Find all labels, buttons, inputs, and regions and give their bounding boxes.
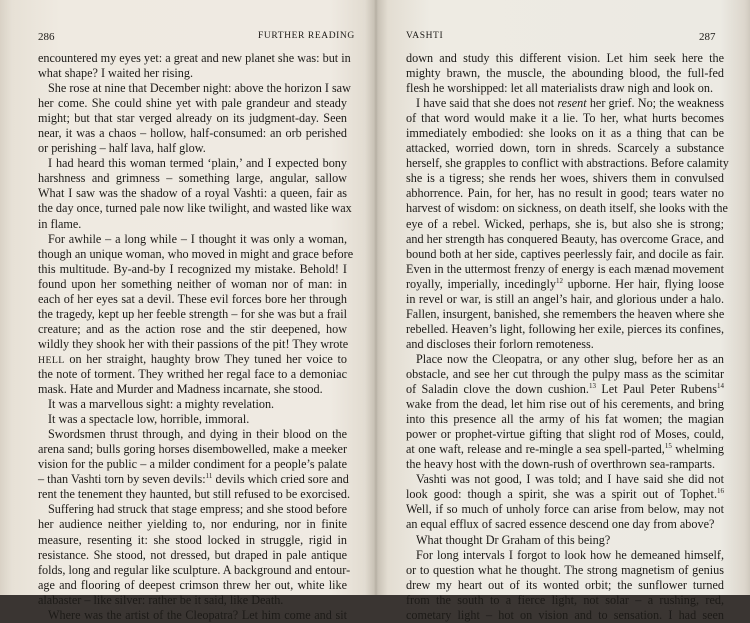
text-line bbox=[38, 292, 347, 307]
line-text: this multitude. By-and-by I recognized my mistake. Behold! I bbox=[38, 261, 347, 276]
line-text: the note of torment. They writhed her regal face to a demoniac bbox=[38, 366, 347, 381]
page-number-right: 287 bbox=[699, 31, 716, 43]
line-text: the heavy host with the down-rush of overthrown sea-ramparts. bbox=[406, 457, 716, 472]
line-text: measure, resenting it: she stood locked in struggle, rigid in bbox=[38, 532, 347, 547]
text-line bbox=[406, 502, 724, 517]
text-line bbox=[38, 232, 347, 247]
text-line bbox=[406, 171, 724, 186]
page-number-left: 286 bbox=[38, 31, 55, 43]
text-line bbox=[38, 608, 347, 623]
text-line bbox=[38, 337, 347, 352]
text-line bbox=[406, 457, 724, 472]
text-line bbox=[38, 111, 347, 126]
line-text: mighty brawn, the muscle, the abounding blood, the full-fed bbox=[406, 66, 724, 81]
line-text: down and study this different vision. Let him seek here the bbox=[406, 51, 724, 65]
line-text: drew my heart out of its wonted orbit; the sunflower turned bbox=[406, 577, 724, 592]
line-text: devils which cried sore and bbox=[212, 472, 349, 487]
text-line bbox=[406, 66, 724, 81]
line-text: vision for the public – a milder condiment for a people’s palate bbox=[38, 457, 347, 472]
line-text: bound both at her side, captives peerlessly fair, and docile as fair. bbox=[406, 246, 724, 261]
line-text: It was a spectacle low, horrible, immoral. bbox=[48, 412, 250, 427]
line-text: or to question what he thought. The strong magnetism of genius bbox=[406, 562, 724, 577]
text-line bbox=[406, 337, 724, 352]
text-line bbox=[38, 66, 347, 81]
line-text: Vashti was not good, I was told; and I have said she did not bbox=[416, 472, 724, 487]
right-page bbox=[377, 0, 750, 622]
running-head-right: VASHTI bbox=[406, 31, 444, 41]
footnote-marker: 12 bbox=[555, 276, 563, 285]
text-line bbox=[406, 201, 728, 216]
text-line bbox=[406, 352, 724, 367]
left-page bbox=[0, 0, 375, 622]
line-text: I have said that she does not bbox=[416, 96, 558, 111]
text-line bbox=[38, 517, 347, 532]
line-text: Even in the uttermost frenzy of energy is each mænad movement bbox=[406, 261, 724, 276]
running-head-left: FURTHER READING bbox=[258, 31, 355, 41]
line-text: power or prophet-virtue gifting that slight rod of Moses, could, bbox=[406, 427, 724, 442]
line-text: or perishing – half lava, half glow. bbox=[38, 141, 206, 156]
line-text: alabaster – like silver: rather be it said, like Death. bbox=[38, 592, 284, 607]
text-line bbox=[406, 217, 724, 232]
text-line bbox=[406, 427, 724, 442]
small-caps-word: HELL bbox=[38, 354, 65, 366]
line-text: in flame. bbox=[38, 216, 82, 231]
line-text: Where was the artist of the Cleopatra? Let him come and sit bbox=[48, 607, 347, 622]
text-line bbox=[38, 96, 347, 111]
line-text: wildly they shook her with their passions of the pit! They wrote bbox=[38, 336, 349, 351]
footnote-marker: 16 bbox=[717, 487, 724, 496]
line-text: on her straight, haughty brow They tuned her voice to bbox=[64, 351, 347, 366]
text-line bbox=[38, 277, 347, 292]
text-line bbox=[406, 277, 724, 292]
line-text: Suffering had struck that stage empress; and she stood before bbox=[48, 502, 347, 517]
text-line bbox=[406, 517, 724, 532]
text-line bbox=[406, 141, 724, 156]
line-text: each of her eyes sat a devil. These evil forces bore her through bbox=[38, 291, 347, 306]
line-text: abhorrence. Pain, for her, has no result in good; tears water no bbox=[406, 186, 724, 201]
text-line bbox=[406, 81, 724, 96]
line-text: what shape? I waited her rising. bbox=[38, 66, 193, 81]
text-line bbox=[406, 548, 724, 563]
text-line bbox=[406, 262, 724, 277]
text-line bbox=[38, 427, 347, 442]
text-line bbox=[38, 171, 347, 186]
line-text: and her strength has conquered Beauty, has overcome Grace, and bbox=[406, 231, 724, 246]
text-line bbox=[406, 487, 724, 502]
line-text: of that word would make it a lie. To her, what hurts becomes bbox=[406, 111, 724, 126]
line-text: upborne. Her hair, flying loose bbox=[562, 276, 724, 291]
text-line bbox=[38, 81, 351, 96]
text-line bbox=[38, 548, 347, 563]
line-text: rent the tenement they haunted, but still refused to be exorcised. bbox=[38, 487, 351, 502]
line-text: It was a marvellous sight: a mighty revelation. bbox=[48, 397, 275, 412]
line-text: whelming bbox=[671, 442, 724, 457]
text-line bbox=[38, 472, 347, 487]
line-text: cometary light – hot on vision and to sensation. I had seen bbox=[406, 607, 724, 622]
footnote-marker: 15 bbox=[664, 442, 672, 451]
text-line bbox=[406, 608, 724, 623]
line-text: Swordsmen thrust through, and dying in their blood on the bbox=[48, 427, 347, 442]
text-line bbox=[38, 322, 347, 337]
line-text: royally, imperially, incedingly bbox=[406, 276, 556, 291]
line-text: resistance. She stood, not dressed, but draped in pale antique bbox=[38, 547, 347, 562]
line-text: her audience neither yielding to, nor enduring, nor in finite bbox=[38, 517, 347, 532]
text-line bbox=[38, 533, 347, 548]
text-line bbox=[406, 156, 729, 171]
line-text: – than Vashti torn by seven devils: bbox=[38, 472, 206, 487]
text-line bbox=[38, 352, 347, 367]
line-text: arena sand; bulls goring horses disembowelled, make a meeker bbox=[38, 442, 347, 457]
text-line bbox=[406, 412, 724, 427]
text-line bbox=[38, 457, 347, 472]
text-line bbox=[38, 397, 347, 412]
line-text: the day once, turned pale now like twilight, and wasted like wax bbox=[38, 201, 352, 216]
line-text: obstacle, and see her cut through the pulpy mass as the scimitar bbox=[406, 366, 724, 381]
line-text: and discloses their forlorn remoteness. bbox=[406, 336, 594, 351]
line-text: in revel or war, is still an angel’s hair, and glorious under a halo. bbox=[406, 291, 724, 306]
text-line bbox=[38, 367, 347, 382]
text-line bbox=[406, 472, 724, 487]
text-line bbox=[38, 562, 351, 578]
text-line bbox=[406, 563, 724, 578]
text-line bbox=[38, 502, 347, 517]
text-line bbox=[406, 307, 724, 322]
line-text: into this presence all the army of his fat women; the magian bbox=[406, 412, 724, 427]
left-page-body bbox=[38, 51, 354, 623]
text-line bbox=[38, 217, 347, 232]
text-line bbox=[38, 201, 352, 216]
line-text: though an unique woman, who moved in might and grace before bbox=[38, 246, 354, 261]
text-line bbox=[38, 442, 347, 457]
text-line bbox=[38, 246, 354, 262]
line-text: harshness and grimness – something large, angular, sallow bbox=[38, 171, 347, 186]
line-text: from the south to a fierce light, not solar – a rushing, red, bbox=[406, 592, 724, 607]
line-text: What thought Dr Graham of this being? bbox=[416, 532, 611, 547]
line-text: For awhile – a long while – I thought it was only a woman, bbox=[48, 231, 347, 246]
line-text: attacked, worried down, torn in shreds. Scarcely a substance bbox=[406, 141, 724, 156]
text-line bbox=[38, 51, 351, 66]
line-text: Well, if so much of unholy force can arise from below, may not bbox=[406, 502, 724, 517]
line-text: her grief. No; the weakness bbox=[586, 96, 724, 111]
line-text: at one waft, release and re-mingle a sea spell-parted, bbox=[406, 442, 665, 457]
footnote-marker: 14 bbox=[717, 382, 724, 391]
text-line bbox=[406, 96, 724, 111]
text-line bbox=[38, 186, 347, 201]
text-line bbox=[406, 533, 724, 548]
line-text: folds, long and regular like sculpture. A background and entour- bbox=[38, 562, 351, 577]
line-text: of Saladin clove the down cushion. bbox=[406, 382, 589, 397]
text-line bbox=[38, 578, 347, 593]
text-line bbox=[38, 141, 347, 156]
line-text: eye of a rebel. Wicked, perhaps, she is, but also she is strong; bbox=[406, 216, 724, 231]
text-line bbox=[38, 262, 347, 277]
footnote-marker: 13 bbox=[588, 382, 596, 391]
line-text: harvest of wisdom: on sickness, on death itself, she looks with the bbox=[406, 201, 728, 216]
line-text: I had heard this woman termed ‘plain,’ and I expected bony bbox=[48, 156, 347, 171]
text-line bbox=[38, 126, 347, 141]
text-line bbox=[38, 307, 347, 322]
text-line bbox=[406, 578, 724, 593]
footnote-marker: 11 bbox=[205, 472, 213, 481]
right-page-body bbox=[406, 51, 729, 623]
text-line bbox=[38, 412, 347, 427]
line-text: might; but that star verged already on its judgment-day. Seen bbox=[38, 111, 347, 126]
line-text: found upon her something neither of woman nor of man: in bbox=[38, 276, 347, 291]
text-line bbox=[406, 186, 724, 201]
line-text: rebelled. Heaven’s light, following her exile, pierces its confines, bbox=[406, 321, 724, 336]
line-text: What I saw was the shadow of a royal Vashti: a queen, fair as bbox=[38, 186, 347, 201]
text-line bbox=[406, 51, 724, 66]
line-text: creature; and as the action rose and the stir deepened, how bbox=[38, 321, 347, 336]
italic-word: resent bbox=[557, 96, 587, 111]
line-text: she is a tigress; she rends her woes, shivers them in convulsed bbox=[406, 171, 724, 186]
text-line bbox=[38, 487, 351, 502]
line-text: Let Paul Peter Rubens bbox=[595, 382, 717, 397]
text-line bbox=[406, 126, 724, 141]
text-line bbox=[406, 442, 724, 457]
line-text: the tragedy, kept up her feeble strength – for she was but a frail bbox=[38, 306, 347, 321]
line-text: She rose at nine that December night: above the horizon I saw bbox=[48, 81, 351, 96]
text-line bbox=[406, 397, 724, 412]
text-line bbox=[38, 156, 347, 171]
text-line bbox=[406, 382, 724, 397]
text-line bbox=[406, 322, 724, 337]
line-text: Place now the Cleopatra, or any other slug, before her as an bbox=[416, 351, 724, 366]
line-text: an equal efflux of sacred essence descend one day from above? bbox=[406, 517, 715, 532]
text-line bbox=[38, 382, 347, 397]
line-text: her come. She could shine yet with pale grandeur and steady bbox=[38, 96, 347, 111]
line-text: herself, she grapples to conflict with abstractions. Before calamity bbox=[406, 156, 729, 171]
text-line bbox=[406, 367, 724, 382]
text-line bbox=[406, 247, 724, 262]
text-line bbox=[406, 232, 724, 247]
line-text: near, it was a chaos – hollow, half-consumed: an orb perished bbox=[38, 126, 347, 141]
line-text: wake from the dead, let him rise out of his cerements, and bring bbox=[406, 397, 724, 412]
text-line bbox=[406, 292, 724, 307]
line-text: For long intervals I forgot to look how he demeaned himself, bbox=[416, 547, 724, 562]
line-text: immediately embodied: she looks on it as a thing that can be bbox=[406, 126, 724, 141]
line-text: mask. Hate and Murder and Madness incarnate, she stood. bbox=[38, 382, 323, 397]
line-text: age and flooring of deepest crimson threw her out, white like bbox=[38, 577, 347, 592]
line-text: Fallen, insurgent, banished, she remembers the heaven where she bbox=[406, 306, 725, 321]
line-text: look good: though a spirit, she was a spirit out of Tophet. bbox=[406, 487, 717, 502]
text-line bbox=[406, 111, 724, 126]
line-text: encountered my eyes yet: a great and new planet she was: but in bbox=[38, 51, 351, 65]
line-text: flesh he worshipped: let all materialists draw nigh and look on. bbox=[406, 81, 713, 96]
